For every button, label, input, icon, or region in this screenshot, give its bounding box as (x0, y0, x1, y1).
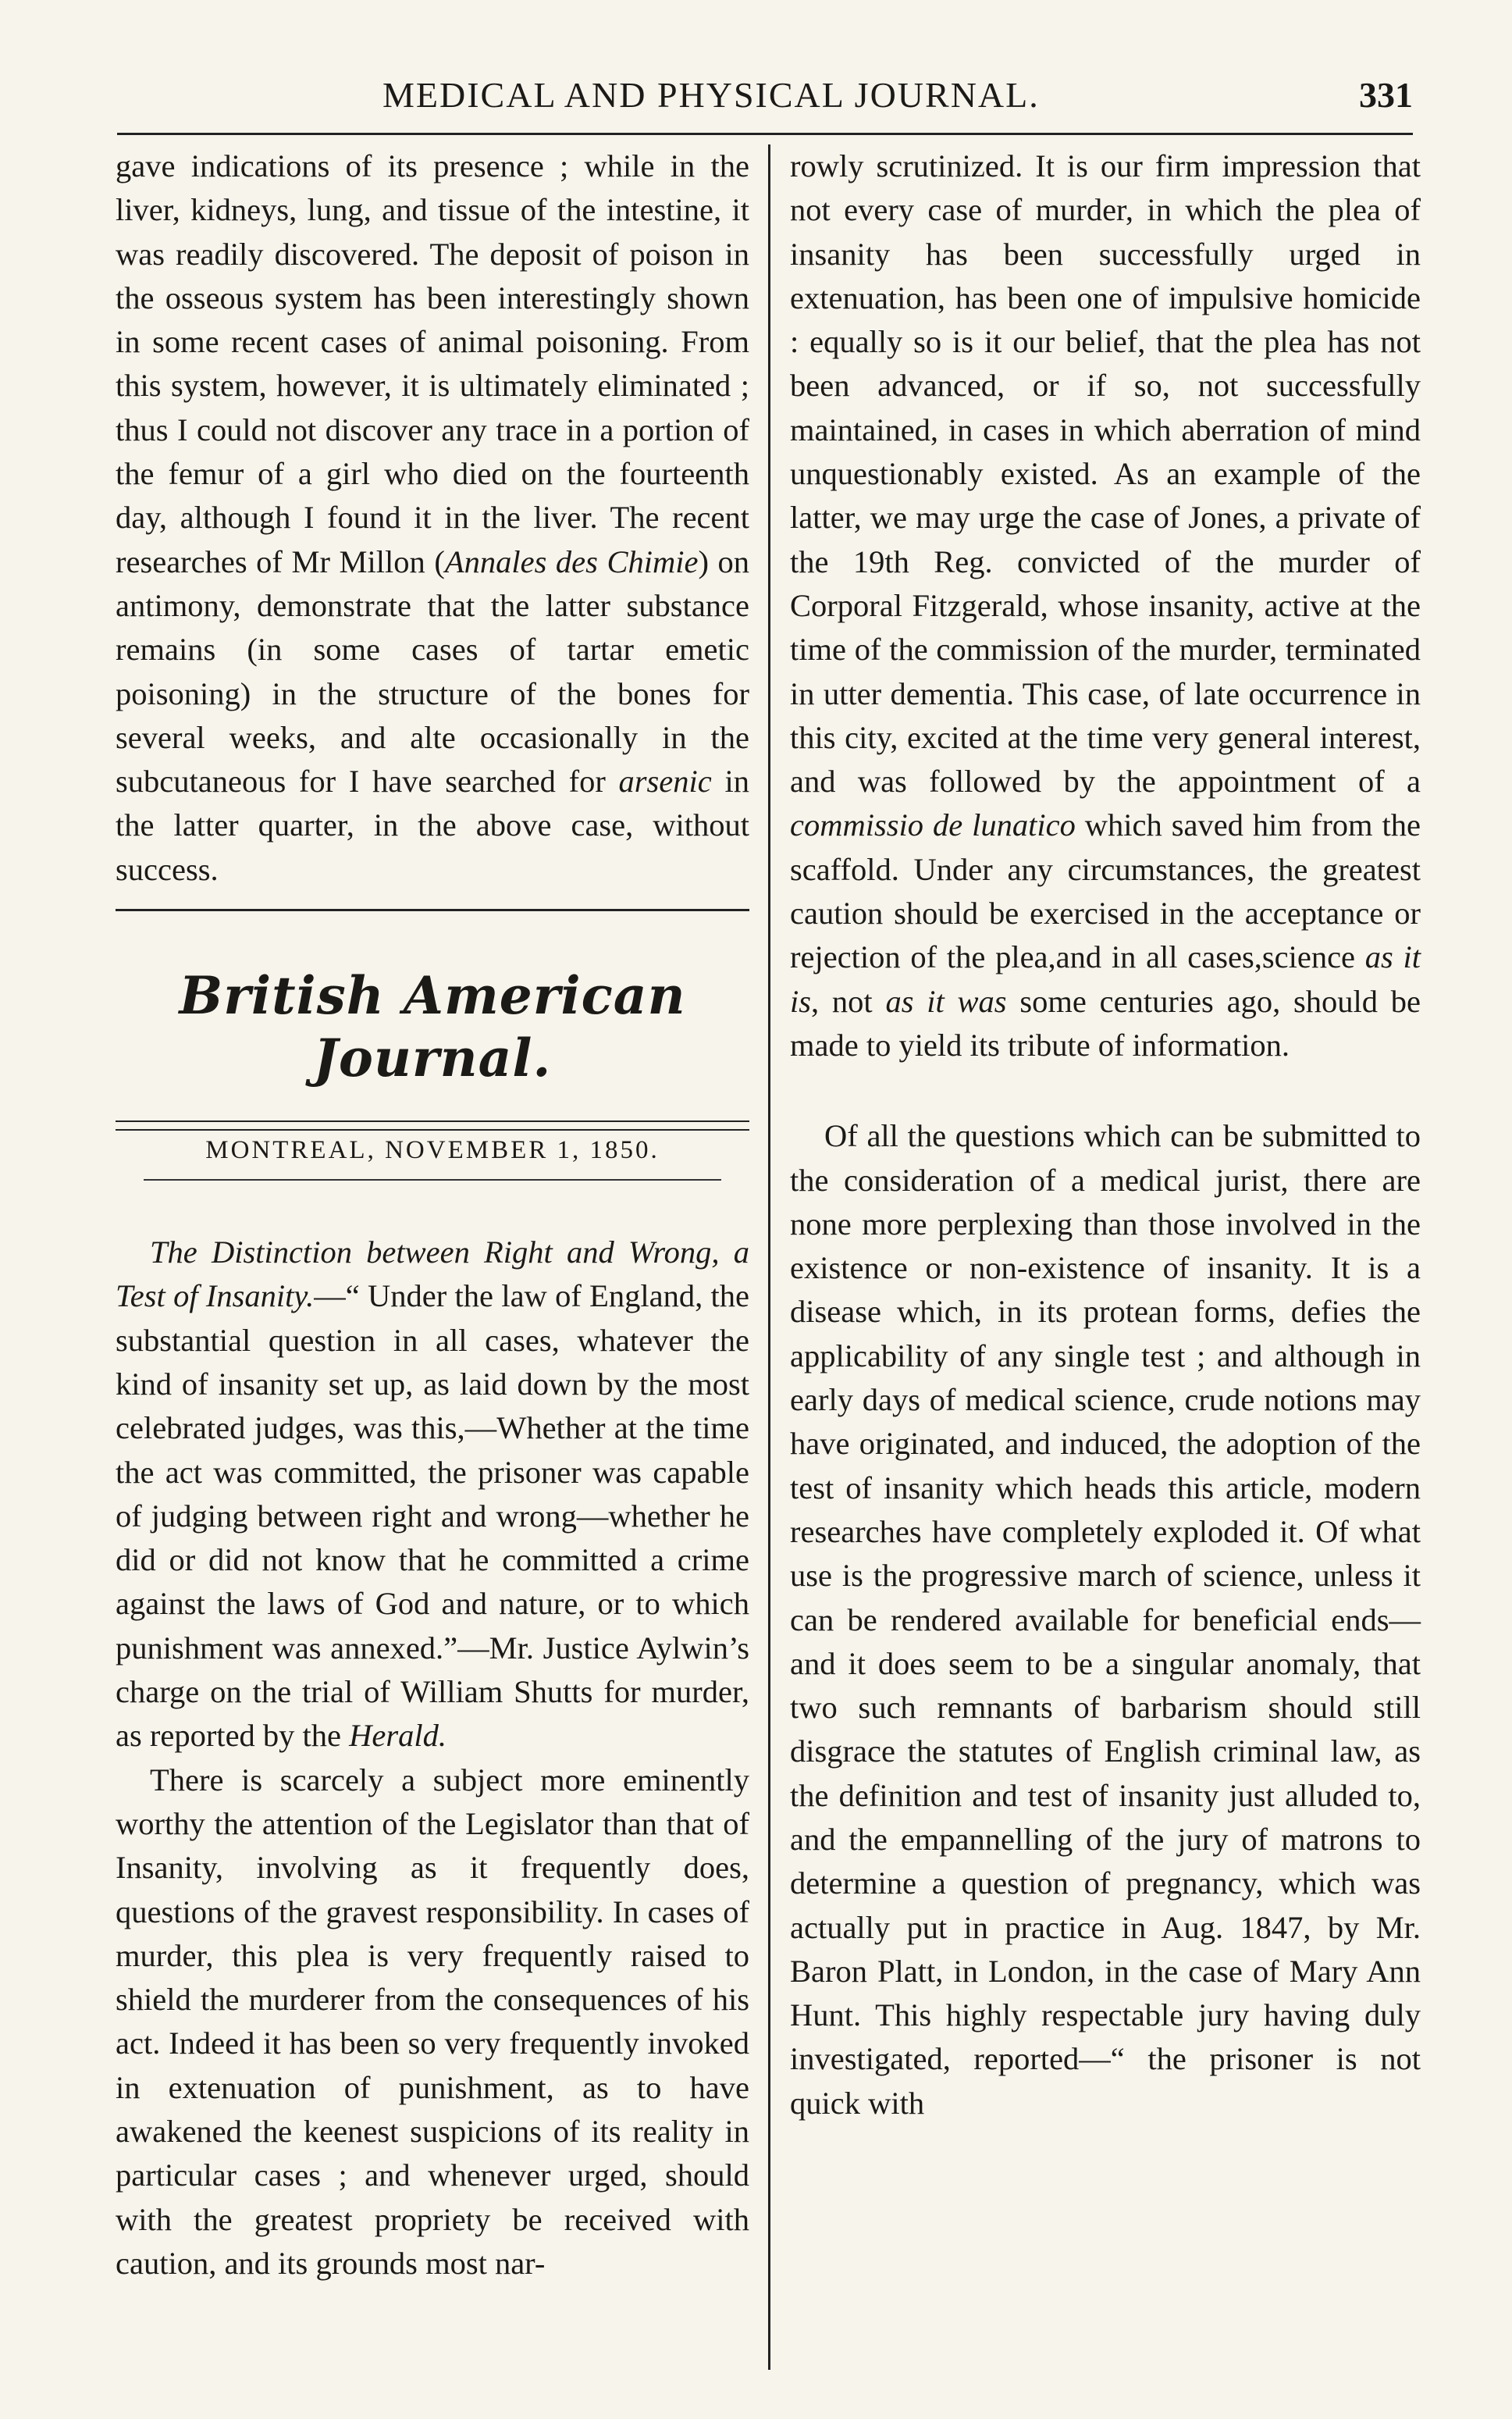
article-heading: The Distinction between Right and Wrong, a Test of Insanity. (116, 1234, 749, 1314)
italic-term: as it was (885, 983, 1007, 1019)
text-run: , not (811, 983, 886, 1019)
text-run: gave indications of its presence ; while in the liver, kidneys, lung, and tissue of the intestine, it was readily discovered. The deposit of poison in the osseous system has been interestingly shown in some recent cases of animal poisoning. From this system, however, it is ultimately eliminated ; thus I could not discover any trace in a portion of the femur of a girl who died on the fourteenth day, although I found it in the liver. The recent researches of Mr Millon ( (116, 148, 749, 579)
dateline: MONTREAL, NOVEMBER 1, 1850. (205, 1136, 660, 1165)
article-intro (116, 1231, 749, 1758)
dateline-rule (144, 1179, 721, 1181)
text-run: some centuries ago, should be made to yield its tribute of information. (790, 983, 1421, 1063)
column-divider (768, 144, 770, 2370)
masthead-double-rule (116, 1120, 749, 1131)
text-run: which saved him from the scaffold. Under any circumstances, the greatest caution should be exercised in the acceptance or rejection of the plea,and in all cases,science (790, 807, 1421, 975)
italic-citation: Annales des Chimie (444, 543, 699, 579)
running-title: MEDICAL AND PHYSICAL JOURNAL. (382, 75, 1040, 115)
italic-term: arsenic (618, 764, 712, 800)
page-number: 331 (1359, 75, 1413, 115)
italic-term: commissio de lunatico (790, 807, 1076, 843)
left-paragraph-continued (116, 144, 749, 892)
text-run: ) on antimony, demonstrate that the latter substance remains (in some cases of tartar emetic poisoning) in the structure of the bones for several weeks, and alte occasionally in the subcutaneous for I have searched for (116, 543, 749, 800)
left-paragraph: There is scarcely a subject more eminently worthy the attention of the Legislator than that of Insanity, involving as it frequently does, questions of the gravest responsibility. In cases of murder, this plea is very frequently raised to shield the murderer from the consequences of his act. Indeed it has been so very frequently invoked in extenuation of punishment, as to have awakened the keenest suspicions of its reality in particular cases ; and whenever urged, should with the greatest propriety be received with caution, and its grounds most nar- (116, 1762, 749, 2281)
right-paragraph: Of all the questions which can be submitted to the consideration of a medical jurist, there are none more perplexing than those involved in the existence or non-existence of insanity. It is a disease which, in its protean forms, defies the applicability of any single test ; and although in early days of medical science, crude notions may have originated, and induced, the adoption of the test of insanity which heads this article, modern researches have completely exploded it. Of what use is the progressive march of science, unless it can be rendered available for beneficial ends—and it does seem to be a singular anomaly, that two such remnants of barbarism should still disgrace the statutes of English criminal law, as the definition and test of insanity just alluded to, and the empannelling of the jury of matrons to determine a question of pregnancy, which was actually put in practice in Aug. 1847, by Mr. Baron Platt, in London, in the case of Mary Ann Hunt. This highly respectable jury having duly investigated, reported—“ the prisoner is not quick with (790, 1118, 1421, 2121)
right-column (790, 144, 1421, 2125)
text-run: in the latter quarter, in the above case, without success. (116, 764, 749, 887)
section-rule (116, 909, 749, 911)
text-run: rowly scrutinized. It is our firm impression that not every case of murder, in which the plea of insanity has been successfully urged in extenuation, has been one of impulsive homicide : equally so is it our belief, that the plea has not been advanced, or if so, not successfully maintained, in cases in which aberration of mind unquestionably existed. As an example of the latter, we may urge the case of Jones, a private of the 19th Reg. convicted of the murder of Corporal Fitzgerald, whose insanity, active at the time of the commission of the murder, terminated in utter dementia. This case, of late occurrence in this city, excited at the time very general interest, and was followed by the appointment of a (790, 148, 1421, 800)
header-rule (117, 133, 1413, 135)
italic-source: Herald. (349, 1718, 447, 1754)
right-paragraph-continued (790, 144, 1421, 1067)
italic-term: as it is (790, 939, 1421, 1019)
masthead: British American Journal. (179, 965, 686, 1089)
left-column (116, 144, 749, 2285)
paragraph-gap (790, 1067, 1421, 1114)
text-run: —“ Under the law of England, the substantial question in all cases, whatever the kind of insanity set up, as laid down by the most celebrated judges, was this,—Whether at the time the act was committed, the prisoner was capable of judging between right and wrong—whether he did or did not know that he committed a crime against the laws of God and nature, or to which punishment was annexed.”—Mr. Justice Aylwin’s charge on the trial of William Shutts for murder, as reported by the (116, 1278, 749, 1754)
running-head (117, 74, 1413, 121)
